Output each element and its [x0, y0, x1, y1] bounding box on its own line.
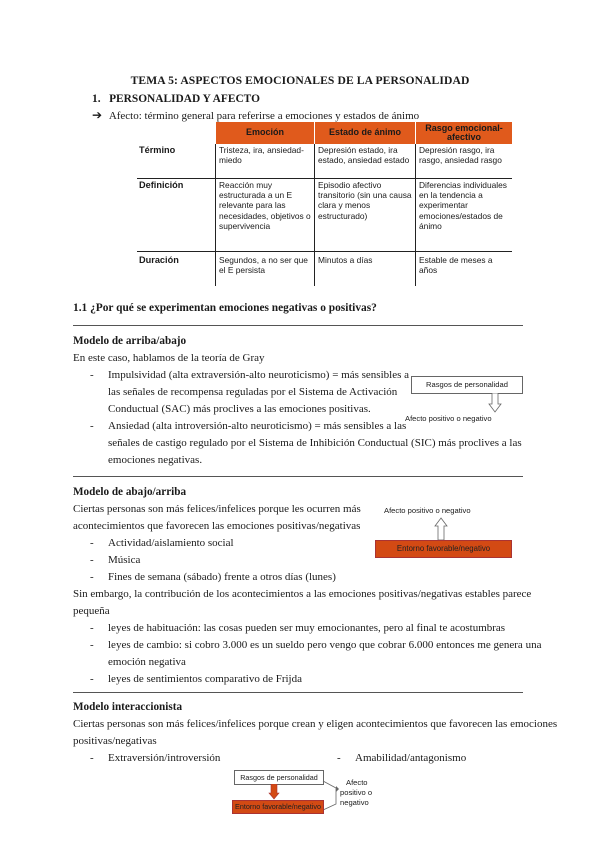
list-dash: -: [337, 752, 341, 764]
list-item: Actividad/aislamiento social: [108, 537, 234, 549]
table-cell: Depresión estado, ira estado, ansiedad estado: [315, 144, 416, 179]
list-dash: -: [90, 571, 94, 583]
diagram-environment-box: Entorno favorable/negativo: [375, 540, 512, 558]
modelo-interaccionista-title: Modelo interaccionista: [73, 701, 183, 713]
section-heading-1: 1. PERSONALIDAD Y AFECTO: [92, 93, 260, 105]
row-label: Término: [137, 144, 216, 179]
gray-intro: En este caso, hablamos de la teoría de Gray: [73, 352, 265, 364]
list-item: leyes de cambio: si cobro 3.000 es un sueldo pero vengo que cobrar 6.000 entonces me genera una: [108, 639, 542, 651]
list-item: Impulsividad (alta extraversión-alto neuroticismo) = más sensibles a: [108, 369, 409, 381]
table-cell: Minutos a días: [315, 252, 416, 287]
list-dash: -: [90, 369, 94, 381]
up-arrow-icon: [434, 517, 448, 541]
list-item: Fines de semana (sábado) frente a otros días (lunes): [108, 571, 336, 583]
paragraph: Ciertas personas son más felices/infelices porque crean y eligen acontecimientos que favorecen las emociones: [73, 718, 558, 730]
row-label: Definición: [137, 179, 216, 252]
paragraph: Ciertas personas son más felices/infelices porque les ocurren más: [73, 503, 361, 515]
modelo-arriba-abajo-title: Modelo de arriba/abajo: [73, 335, 187, 347]
table-cell: Tristeza, ira, ansiedad-miedo: [216, 144, 315, 179]
section-heading-1-1: 1.1 ¿Por qué se experimentan emociones negativas o positivas?: [73, 302, 377, 314]
divider: [73, 476, 523, 477]
down-arrow-icon: [488, 393, 502, 413]
list-dash: -: [90, 537, 94, 549]
list-item: leyes de sentimientos comparativo de Frijda: [108, 673, 302, 685]
list-dash: -: [90, 554, 94, 566]
paragraph: pequeña: [73, 605, 110, 617]
table-header: Emoción: [216, 122, 315, 144]
affect-line: positivo o: [340, 788, 373, 797]
list-dash: -: [90, 752, 94, 764]
diagram-affect-label: Afecto positivo o negativo: [405, 414, 492, 423]
arrow-right-icon: ➔: [92, 108, 103, 122]
down-arrow-icon: [268, 784, 280, 800]
affect-line: negativo: [340, 798, 369, 807]
diagram-environment-box: Entorno favorable/negativo: [232, 800, 324, 814]
list-item: Ansiedad (alta introversión-alto neuroticismo) = más sensibles a las: [108, 420, 407, 432]
diagram-traits-box: Rasgos de personalidad: [411, 376, 523, 394]
list-dash: -: [90, 639, 94, 651]
afecto-definition-line: [92, 108, 419, 122]
list-item: Extraversión/introversión: [108, 752, 221, 764]
table-cell: Depresión rasgo, ira rasgo, ansiedad rasgo: [416, 144, 513, 179]
table-cell: Segundos, a no ser que el E persista: [216, 252, 315, 287]
list-dash: -: [90, 673, 94, 685]
list-item: Música: [108, 554, 141, 566]
paragraph: acontecimientos que favorecen las emociones positivas/negativas: [73, 520, 361, 532]
divider: [73, 692, 523, 693]
row-label: Duración: [139, 255, 179, 265]
document-title: TEMA 5: ASPECTOS EMOCIONALES DE LA PERSONALIDAD: [130, 74, 470, 87]
table-cell: Diferencias individuales en la tendencia a experimentar emociones/estados de ánimo: [416, 179, 513, 252]
connector-arrow-icon: [322, 780, 340, 812]
diagram-affect-label: [340, 778, 372, 808]
list-item: Amabilidad/antagonismo: [355, 752, 467, 764]
list-item: las señales de recompensa reguladas por el Sistema de Activación: [108, 386, 398, 398]
modelo-abajo-arriba-title: Modelo de abajo/arriba: [73, 486, 187, 498]
diagram-affect-label: Afecto positivo o negativo: [384, 506, 471, 515]
table-row: [137, 144, 512, 179]
table-cell: Reacción muy estructurada a un E relevante para las necesidades, objetivos o supervivencia: [216, 179, 315, 252]
table-row: [137, 179, 512, 252]
emotion-comparison-table: [137, 122, 512, 286]
afecto-definition: Afecto: término general para referirse a emociones y estados de ánimo: [108, 110, 420, 122]
list-dash: -: [90, 420, 94, 432]
affect-line: Afecto: [346, 778, 368, 787]
list-dash: -: [90, 622, 94, 634]
paragraph: Sin embargo, la contribución de los acontecimientos a las emociones positivas/negativas estables parece: [73, 588, 532, 600]
divider: [73, 325, 523, 326]
paragraph: positivas/negativas: [73, 735, 157, 747]
list-item: leyes de habituación: las cosas pueden ser muy emocionantes, pero al final te acostumbras: [108, 622, 506, 634]
table-header: Rasgo emocional-afectivo: [416, 122, 513, 144]
list-item: señales de castigo regulado por el Sistema de Inhibición Conductual (SIC) más proclives a las: [108, 437, 522, 449]
list-item: emoción negativa: [108, 656, 186, 668]
list-item: Conductual (SAC) más proclives a las emociones positivas.: [108, 403, 371, 415]
table-row: [137, 252, 512, 287]
table-cell: Estable de meses a años: [416, 252, 513, 287]
list-item: emociones negativas.: [108, 454, 203, 466]
table-cell: Episodio afectivo transitorio (sin una causa clara y menos estructurado): [315, 179, 416, 252]
diagram-traits-box: Rasgos de personalidad: [234, 770, 324, 785]
table-header: Estado de ánimo: [315, 122, 416, 144]
